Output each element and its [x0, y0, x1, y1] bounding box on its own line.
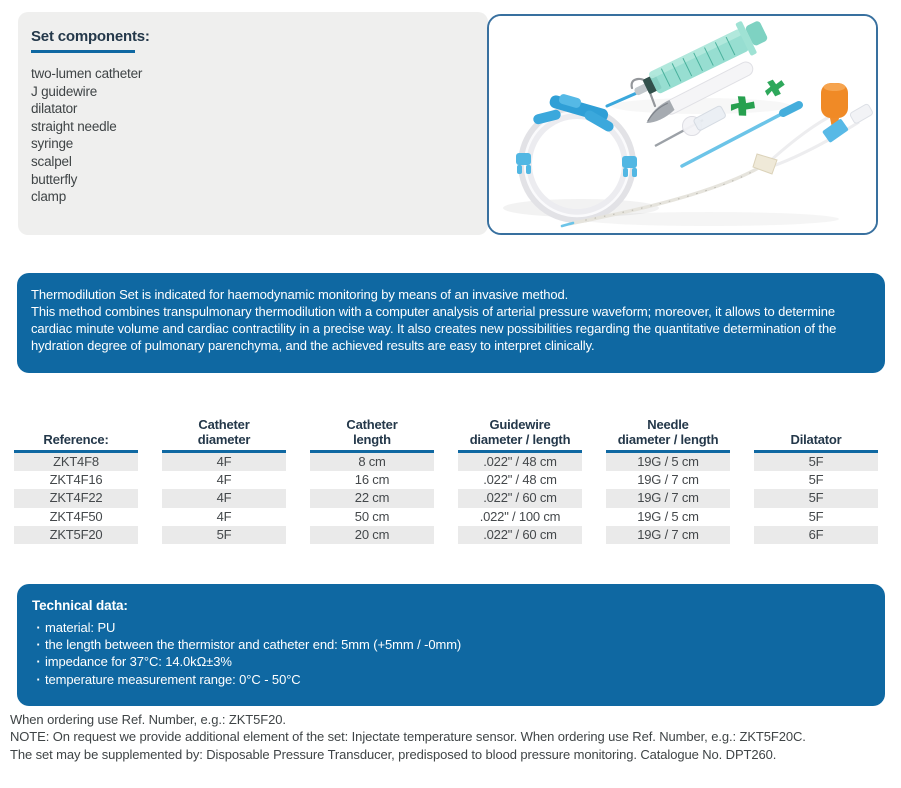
table-cell: 4F [216, 472, 232, 488]
description-panel [17, 273, 885, 373]
technical-data-title: Technical data: [32, 598, 128, 613]
table-cell: 20 cm [310, 526, 434, 544]
bullet-text: material: PU [45, 620, 116, 635]
column-header-reference: Reference: [14, 417, 138, 453]
list-item: clamp [31, 189, 67, 205]
bullet-item [32, 619, 870, 636]
table-cell: 4F [162, 453, 286, 471]
list-item: straight needle [31, 118, 117, 134]
note-additional-element: NOTE: On request we provide additional element of the set: Injectate temperature sensor. When ordering use Ref. Number, e.g.: ZKT5F20C. [10, 729, 806, 745]
table-cell: ZKT4F8 [14, 453, 138, 471]
table-cell: 5F [808, 472, 824, 488]
description-text: This method combines transpulmonary thermodilution with a computer analysis of arterial pressure waveform; moreover, it allows to determine cardiac minute volume and cardiac contractility in a precise way. It also creates new possibilities regarding the quantitative determination of the hydration degree of pulmonary parenchyma, and the achieved results are easy to interpret clinically. [31, 303, 837, 353]
table-cell: 4F [216, 508, 232, 524]
column-header-guidewire: Guidewire diameter / length [458, 417, 582, 453]
bullet-icon: · [36, 654, 41, 670]
table-cell: ZKT5F20 [14, 526, 138, 544]
technical-data-panel [17, 584, 885, 706]
bullet-item [32, 636, 870, 653]
shadow [611, 98, 791, 114]
table-cell: .022" / 48 cm [458, 453, 582, 471]
table-cell: 5F [754, 453, 878, 471]
column-header-dilatator: Dilatator [754, 417, 878, 453]
table-cell: 5F [808, 508, 824, 524]
table-cell: 22 cm [310, 489, 434, 507]
bullet-text: temperature measurement range: 0°C - 50°C [45, 671, 301, 687]
table-cell: 19G / 7 cm [606, 526, 730, 544]
bullet-icon: · [36, 620, 41, 635]
bullet-icon: · [36, 637, 41, 653]
column-header-needle: Needle diameter / length [606, 417, 730, 453]
bullet-item [32, 653, 870, 670]
table-cell: 19G / 5 cm [637, 508, 699, 524]
table-cell: 50 cm [354, 508, 390, 524]
table-cell: 5F [162, 526, 286, 544]
list-item: scalpel [31, 153, 72, 169]
table-cell: ZKT4F50 [49, 508, 103, 524]
list-item: syringe [31, 136, 74, 152]
table-cell: ZKT4F22 [14, 489, 138, 507]
description-line: Thermodilution Set is indicated for haemodynamic monitoring by means of an invasive method. [31, 287, 569, 302]
table-cell: .022" / 100 cm [479, 508, 561, 524]
bullet-item [32, 671, 870, 688]
table-cell: 19G / 5 cm [606, 453, 730, 471]
list-item: dilatator [31, 101, 78, 117]
column-header-catheter-length: Catheter length [310, 417, 434, 453]
bullet-text: the length between the thermistor and catheter end: 5mm (+5mm / -0mm) [45, 637, 462, 653]
ordering-notes [10, 711, 895, 763]
table-cell: 16 cm [354, 472, 390, 488]
table-cell: 4F [162, 489, 286, 507]
title-underline [31, 50, 135, 53]
bullet-list [32, 619, 870, 688]
product-photo [489, 16, 876, 233]
table-cell: 5F [754, 489, 878, 507]
table-cell: 8 cm [310, 453, 434, 471]
list-item: J guidewire [31, 83, 98, 99]
component-list [31, 65, 474, 206]
table-cell: ZKT4F16 [49, 472, 103, 488]
ordering-note: When ordering use Ref. Number, e.g.: ZKT5F20. [10, 712, 286, 727]
bullet-text: impedance for 37°C: 14.0kΩ±3% [45, 654, 232, 670]
table-cell: 19G / 7 cm [637, 472, 699, 488]
set-components-panel [18, 12, 488, 235]
column-header-catheter-diameter: Catheter diameter [162, 417, 286, 453]
table-cell: .022" / 48 cm [483, 472, 557, 488]
product-photo-box [487, 14, 878, 235]
table-cell: .022" / 60 cm [458, 526, 582, 544]
reference-table [14, 417, 878, 544]
list-item: two-lumen catheter [31, 66, 143, 81]
table-cell: 6F [754, 526, 878, 544]
note-supplement: The set may be supplemented by: Disposable Pressure Transducer, predisposed to blood pressure monitoring. Catalogue No. DPT260. [10, 746, 777, 762]
list-item: butterfly [31, 171, 78, 187]
table-cell: .022" / 60 cm [458, 489, 582, 507]
table-cell: 19G / 7 cm [606, 489, 730, 507]
set-components-title: Set components: [31, 28, 150, 45]
bullet-icon: · [36, 671, 41, 687]
